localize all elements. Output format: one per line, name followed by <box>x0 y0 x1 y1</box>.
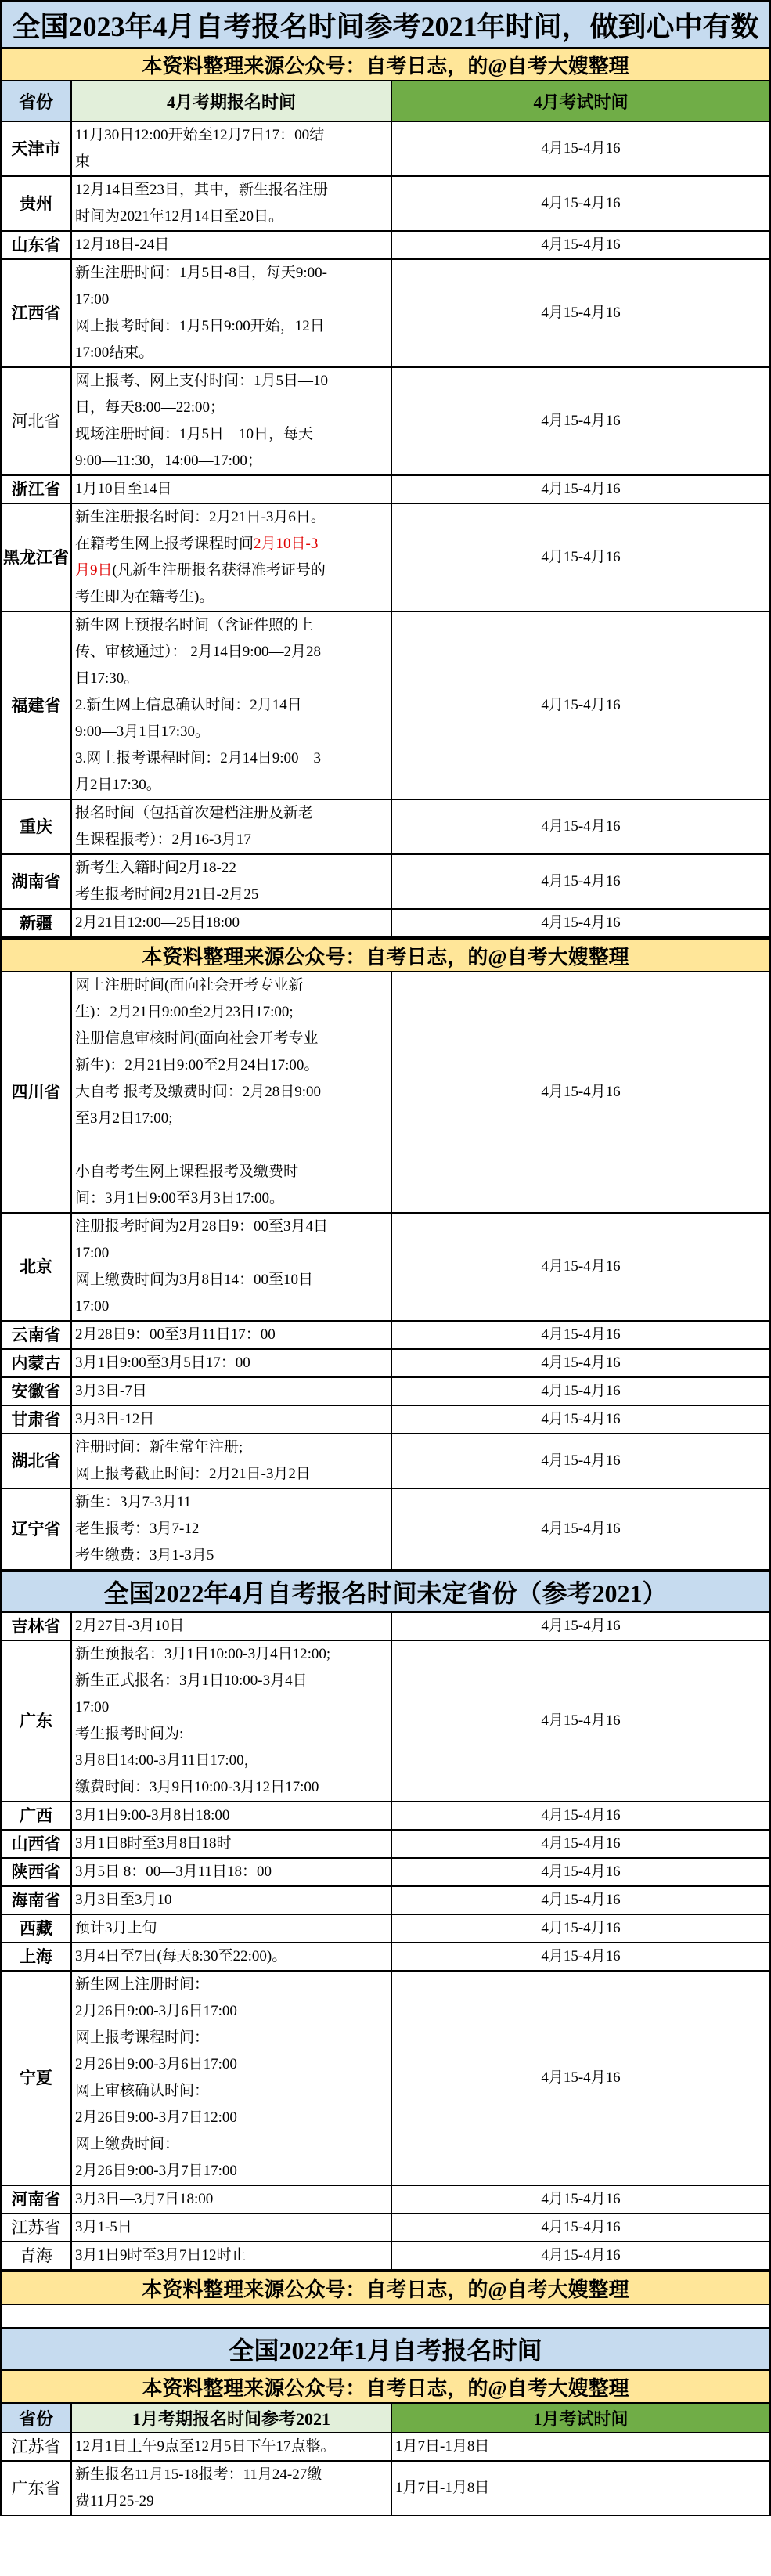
section1-title: 全国2023年4月自考报名时间参考2021年时间，做到心中有数 <box>0 0 771 47</box>
registration-line: 网上注册时间(面向社会开考专业新 <box>75 977 304 994</box>
section2-table <box>0 1611 771 2271</box>
registration-line: 日17:30。 <box>75 670 139 687</box>
registration-line: 3月8日14:00-3月11日17:00， <box>75 1752 259 1769</box>
registration-time-cell <box>71 972 391 1213</box>
header-province: 省份 <box>2 81 72 121</box>
table-row <box>1 121 770 176</box>
registration-time-cell <box>71 231 391 259</box>
province-cell: 江苏省 <box>1 2213 71 2242</box>
province-cell: 上海 <box>1 1943 71 1971</box>
registration-time-cell <box>71 367 391 475</box>
registration-line: 新生正式报名：3月1日10:00-3月4日 <box>75 1672 308 1689</box>
exam-time-cell: 4月15-4月16 <box>391 1434 770 1488</box>
registration-time-cell <box>71 854 391 909</box>
registration-time-cell <box>71 503 391 612</box>
registration-line: 新生)：2月21日9:00至2月24日17:00。 <box>75 1057 319 1073</box>
registration-time-cell <box>71 1349 391 1377</box>
section3-title: 全国2022年1月自考报名时间 <box>0 2327 771 2369</box>
table-row <box>1 1943 770 1971</box>
registration-line: 新生预报名：3月1日10:00-3月4日12:00; <box>75 1646 331 1662</box>
registration-line: 3.网上报考课程时间：2月14日9:00—3 <box>75 750 322 767</box>
table-row <box>1 503 770 612</box>
province-cell: 内蒙古 <box>1 1349 71 1377</box>
exam-time-cell: 4月15-4月16 <box>391 1321 770 1349</box>
registration-line: 1月10日至14日 <box>75 481 172 497</box>
registration-line: 11月30日12:00开始至12月7日17：00结 <box>75 127 325 143</box>
section3-source: 本资料整理来源公众号：自考日志，的@自考大嫂整理 <box>0 2369 771 2402</box>
exam-time-cell: 4月15-4月16 <box>391 2213 770 2242</box>
registration-line: 9:00—3月1日17:30。 <box>75 723 211 740</box>
table-row <box>1 2461 770 2516</box>
province-cell: 安徽省 <box>1 1377 71 1405</box>
province-cell: 浙江省 <box>1 475 71 503</box>
registration-line: 17:00结束。 <box>75 345 154 361</box>
province-cell: 辽宁省 <box>1 1488 71 1570</box>
province-cell: 青海 <box>1 2242 71 2270</box>
exam-time-cell: 4月15-4月16 <box>391 2242 770 2270</box>
exam-time-cell: 4月15-4月16 <box>391 2185 770 2213</box>
province-cell: 陕西省 <box>1 1858 71 1886</box>
section1-source: 本资料整理来源公众号：自考日志，的@自考大嫂整理 <box>0 47 771 80</box>
province-cell: 湖南省 <box>1 854 71 909</box>
exam-time-cell: 4月15-4月16 <box>391 1213 770 1321</box>
registration-time-cell <box>71 1434 391 1488</box>
registration-time-cell <box>71 121 391 176</box>
registration-time-cell <box>71 1640 391 1802</box>
registration-line: 3月1日9:00-3月8日18:00 <box>75 1807 230 1824</box>
exam-time-cell: 4月15-4月16 <box>391 1971 770 2185</box>
registration-time-cell <box>71 1886 391 1914</box>
exam-time-cell: 4月15-4月16 <box>391 475 770 503</box>
province-cell: 广东 <box>1 1640 71 1802</box>
province-cell: 江西省 <box>1 259 71 367</box>
registration-line: 预计3月上旬 <box>75 1920 157 1936</box>
exam-time-cell: 4月15-4月16 <box>391 909 770 937</box>
registration-time-cell <box>71 1377 391 1405</box>
registration-time-cell <box>71 1914 391 1943</box>
registration-line: 间：3月1日9:00至3月3日17:00。 <box>75 1190 285 1207</box>
registration-line: 月2日17:30。 <box>75 777 161 793</box>
exam-time-cell: 4月15-4月16 <box>391 1405 770 1434</box>
table-row <box>1 799 770 854</box>
registration-line: 考生报考时间为: <box>75 1726 184 1742</box>
registration-time-cell <box>71 1213 391 1321</box>
registration-line: 3月3日至3月10 <box>75 1892 172 1908</box>
registration-time-cell <box>71 1830 391 1858</box>
exam-time-cell: 1月7日-1月8日 <box>391 2433 770 2461</box>
registration-line: 网上缴费时间： <box>75 2136 180 2152</box>
registration-time-cell <box>71 612 391 799</box>
registration-line: 3月1日9时至3月7日12时止 <box>75 2247 247 2264</box>
exam-time-cell: 4月15-4月16 <box>391 259 770 367</box>
registration-line: 新生：3月7-3月11 <box>75 1494 192 1510</box>
section3-table <box>0 2432 771 2516</box>
exam-time-cell: 4月15-4月16 <box>391 503 770 612</box>
province-cell: 福建省 <box>1 612 71 799</box>
table-row <box>1 2213 770 2242</box>
table-row <box>1 1377 770 1405</box>
exam-time-cell: 4月15-4月16 <box>391 612 770 799</box>
registration-line: 新生注册时间：1月5日-8日，每天9:00- <box>75 265 327 281</box>
registration-line: 在籍考生网上报考课程时间2月10日-3 <box>75 536 319 552</box>
registration-line: 费11月25-29 <box>75 2493 154 2509</box>
exam-time-cell: 4月15-4月16 <box>391 1640 770 1802</box>
table-row <box>1 1213 770 1321</box>
exam-time-cell: 4月15-4月16 <box>391 176 770 231</box>
province-cell: 北京 <box>1 1213 71 1321</box>
exam-time-cell: 4月15-4月16 <box>391 1943 770 1971</box>
registration-line: 老生报考：3月7-12 <box>75 1521 200 1537</box>
registration-line: 12月14日至23日，其中，新生报名注册 <box>75 182 329 198</box>
registration-line: 2月21日12:00—25日18:00 <box>75 915 240 931</box>
registration-line: 生课程报考）：2月16-3月17 <box>75 832 251 848</box>
exam-time-cell: 4月15-4月16 <box>391 1886 770 1914</box>
section2-title: 全国2022年4月自考报名时间未定省份（参考2021） <box>0 1571 771 1611</box>
province-cell: 湖北省 <box>1 1434 71 1488</box>
province-cell: 宁夏 <box>1 1971 71 2185</box>
section1-source-2: 本资料整理来源公众号：自考日志，的@自考大嫂整理 <box>0 938 771 971</box>
registration-line: 2月26日9:00-3月6日17:00 <box>75 2056 237 2073</box>
registration-line: 注册时间：新生常年注册; <box>75 1439 243 1456</box>
header3-province: 省份 <box>2 2404 72 2432</box>
registration-line <box>75 1132 387 1159</box>
province-cell: 天津市 <box>1 121 71 176</box>
registration-line: 17:00 <box>75 1699 110 1716</box>
registration-time-cell <box>71 2185 391 2213</box>
province-cell: 甘肃省 <box>1 1405 71 1434</box>
table-row <box>1 1640 770 1802</box>
header3-exam-time: 1月考试时间 <box>392 2404 769 2432</box>
exam-time-cell: 4月15-4月16 <box>391 1349 770 1377</box>
registration-line: 12月18日-24日 <box>75 236 170 253</box>
registration-line: 网上报考时间：1月5日9:00开始，12日 <box>75 318 325 334</box>
registration-time-cell <box>71 1971 391 2185</box>
table-row <box>1 1886 770 1914</box>
province-cell: 重庆 <box>1 799 71 854</box>
registration-time-cell <box>71 2461 391 2516</box>
table-row <box>1 1405 770 1434</box>
province-cell: 河南省 <box>1 2185 71 2213</box>
province-cell: 山东省 <box>1 231 71 259</box>
exam-time-cell: 4月15-4月16 <box>391 1858 770 1886</box>
registration-line: 3月1-5日 <box>75 2219 132 2235</box>
registration-line: 网上报考、网上支付时间：1月5日—10 <box>75 373 329 389</box>
registration-time-cell <box>71 475 391 503</box>
registration-time-cell <box>71 2433 391 2461</box>
exam-time-cell: 4月15-4月16 <box>391 1377 770 1405</box>
registration-line: 网上报考课程时间： <box>75 2029 210 2046</box>
exam-time-cell: 4月15-4月16 <box>391 121 770 176</box>
table-row <box>1 909 770 937</box>
table-row <box>1 1802 770 1830</box>
exam-time-cell: 4月15-4月16 <box>391 1914 770 1943</box>
section3-header <box>0 2402 771 2432</box>
registration-line: 3月3日-12日 <box>75 1411 155 1427</box>
registration-line: 2月28日9：00至3月11日17：00 <box>75 1326 276 1343</box>
registration-line: 12月1日上午9点至12月5日下午17点整。 <box>75 2438 336 2455</box>
registration-line: 现场注册时间：1月5日—10日，每天 <box>75 426 314 442</box>
table-row <box>1 1349 770 1377</box>
table-row <box>1 1830 770 1858</box>
header-reg-time: 4月考期报名时间 <box>72 81 392 121</box>
registration-line: 网上报考截止时间：2月21日-3月2日 <box>75 1466 311 1482</box>
table-row <box>1 1971 770 2185</box>
section1-table <box>0 121 771 938</box>
registration-time-cell <box>71 176 391 231</box>
province-cell: 贵州 <box>1 176 71 231</box>
table-row <box>1 1914 770 1943</box>
registration-line: 日，每天8:00—22:00； <box>75 399 225 416</box>
registration-line: 生)：2月21日9:00至2月23日17:00; <box>75 1004 294 1020</box>
table-row <box>1 1858 770 1886</box>
registration-line: 报名时间（包括首次建档注册及新老 <box>75 805 314 821</box>
registration-line: 新生网上预报名时间（含证件照的上 <box>75 617 314 633</box>
table-row <box>1 1321 770 1349</box>
registration-time-cell <box>71 1321 391 1349</box>
table-row <box>1 475 770 503</box>
province-cell: 黑龙江省 <box>1 503 71 612</box>
registration-line: 新生注册报名时间：2月21日-3月6日。 <box>75 509 326 525</box>
registration-line: 新生网上注册时间： <box>75 1976 210 1993</box>
registration-line: 时间为2021年12月14日至20日。 <box>75 208 284 225</box>
registration-time-cell <box>71 909 391 937</box>
registration-line: 束 <box>75 153 91 170</box>
registration-time-cell <box>71 1405 391 1434</box>
header-exam-time: 4月考试时间 <box>392 81 769 121</box>
province-cell: 广西 <box>1 1802 71 1830</box>
province-cell: 新疆 <box>1 909 71 937</box>
registration-line: 3月1日9:00至3月5日17：00 <box>75 1355 250 1371</box>
table-row <box>1 2433 770 2461</box>
highlight-text: 2月10日-3 <box>254 536 319 552</box>
province-cell: 广东省 <box>1 2461 71 2516</box>
exam-time-cell: 4月15-4月16 <box>391 367 770 475</box>
registration-line: 缴费时间：3月9日10:00-3月12日17:00 <box>75 1779 319 1795</box>
highlight-text: 月9日 <box>75 562 113 579</box>
header3-reg-time: 1月考期报名时间参考2021 <box>72 2404 392 2432</box>
province-cell: 云南省 <box>1 1321 71 1349</box>
section1-table-2 <box>0 971 771 1571</box>
registration-line: 3月4日至7日(每天8:30至22:00)。 <box>75 1948 287 1964</box>
province-cell: 吉林省 <box>1 1612 71 1640</box>
registration-line: 考生即为在籍考生)。 <box>75 589 214 605</box>
registration-line: 传、审核通过）： 2月14日9:00—2月28 <box>75 644 322 660</box>
registration-time-cell <box>71 2242 391 2270</box>
registration-line: 考生报考时间2月21日-2月25 <box>75 886 259 903</box>
registration-line: 17:00 <box>75 291 110 308</box>
exam-time-cell: 4月15-4月16 <box>391 231 770 259</box>
province-cell: 海南省 <box>1 1886 71 1914</box>
exam-time-cell: 4月15-4月16 <box>391 1612 770 1640</box>
registration-time-cell <box>71 799 391 854</box>
registration-line: 小自考考生网上课程报考及缴费时 <box>75 1164 299 1180</box>
province-cell: 河北省 <box>1 367 71 475</box>
table-row <box>1 231 770 259</box>
exam-time-cell: 4月15-4月16 <box>391 854 770 909</box>
registration-time-cell <box>71 1943 391 1971</box>
exam-time-cell: 4月15-4月16 <box>391 1488 770 1570</box>
registration-time-cell <box>71 1612 391 1640</box>
registration-line: 注册报考时间为2月28日9：00至3月4日 <box>75 1218 329 1235</box>
table-row <box>1 1434 770 1488</box>
table-row <box>1 1612 770 1640</box>
table-row <box>1 1488 770 1570</box>
registration-line: 注册信息审核时间(面向社会开考专业 <box>75 1030 319 1047</box>
registration-line: 17:00 <box>75 1298 110 1315</box>
exam-time-cell: 4月15-4月16 <box>391 1802 770 1830</box>
table-row <box>1 176 770 231</box>
province-cell: 江苏省 <box>1 2433 71 2461</box>
registration-line: 3月3日-7日 <box>75 1383 147 1399</box>
registration-line: 2月26日9:00-3月7日12:00 <box>75 2109 237 2126</box>
registration-line: 3月5日 8：00—3月11日18：00 <box>75 1863 272 1880</box>
registration-time-cell <box>71 1858 391 1886</box>
table-row <box>1 259 770 367</box>
registration-line: 大自考 报考及缴费时间：2月28日9:00 <box>75 1084 322 1100</box>
section1-header <box>0 80 771 121</box>
table-row <box>1 367 770 475</box>
exam-time-cell: 4月15-4月16 <box>391 1830 770 1858</box>
registration-line: 3月1日8时至3月8日18时 <box>75 1835 232 1852</box>
registration-line: 网上审核确认时间： <box>75 2083 210 2099</box>
table-row <box>1 2242 770 2270</box>
registration-line: 考生缴费：3月1-3月5 <box>75 1547 214 1564</box>
table-row <box>1 2185 770 2213</box>
exam-time-cell: 4月15-4月16 <box>391 972 770 1213</box>
registration-line: 月9日(凡新生注册报名获得准考证号的 <box>75 562 326 579</box>
province-cell: 西藏 <box>1 1914 71 1943</box>
section2-source: 本资料整理来源公众号：自考日志，的@自考大嫂整理 <box>0 2271 771 2304</box>
exam-time-cell: 1月7日-1月8日 <box>391 2461 770 2516</box>
registration-line: 至3月2日17:00; <box>75 1110 173 1127</box>
registration-line: 新考生入籍时间2月18-22 <box>75 860 236 876</box>
table-row <box>1 854 770 909</box>
registration-line: 2月26日9:00-3月7日17:00 <box>75 2163 237 2179</box>
registration-time-cell <box>71 1802 391 1830</box>
province-cell: 山西省 <box>1 1830 71 1858</box>
registration-line: 17:00 <box>75 1245 110 1261</box>
table-row <box>1 612 770 799</box>
registration-line: 2.新生网上信息确认时间：2月14日 <box>75 697 302 713</box>
registration-time-cell <box>71 1488 391 1570</box>
registration-line: 3月3日—3月7日18:00 <box>75 2191 214 2207</box>
registration-time-cell <box>71 2213 391 2242</box>
spacer <box>0 2304 771 2327</box>
registration-line: 2月27日-3月10日 <box>75 1618 185 1634</box>
province-cell: 四川省 <box>1 972 71 1213</box>
registration-line: 网上缴费时间为3月8日14：00至10日 <box>75 1272 314 1288</box>
registration-time-cell <box>71 259 391 367</box>
registration-line: 9:00—11:30，14:00—17:00； <box>75 453 262 469</box>
registration-line: 新生报名11月15-18报考：11月24-27缴 <box>75 2466 322 2483</box>
table-row <box>1 972 770 1213</box>
exam-time-cell: 4月15-4月16 <box>391 799 770 854</box>
registration-line: 2月26日9:00-3月6日17:00 <box>75 2003 237 2019</box>
